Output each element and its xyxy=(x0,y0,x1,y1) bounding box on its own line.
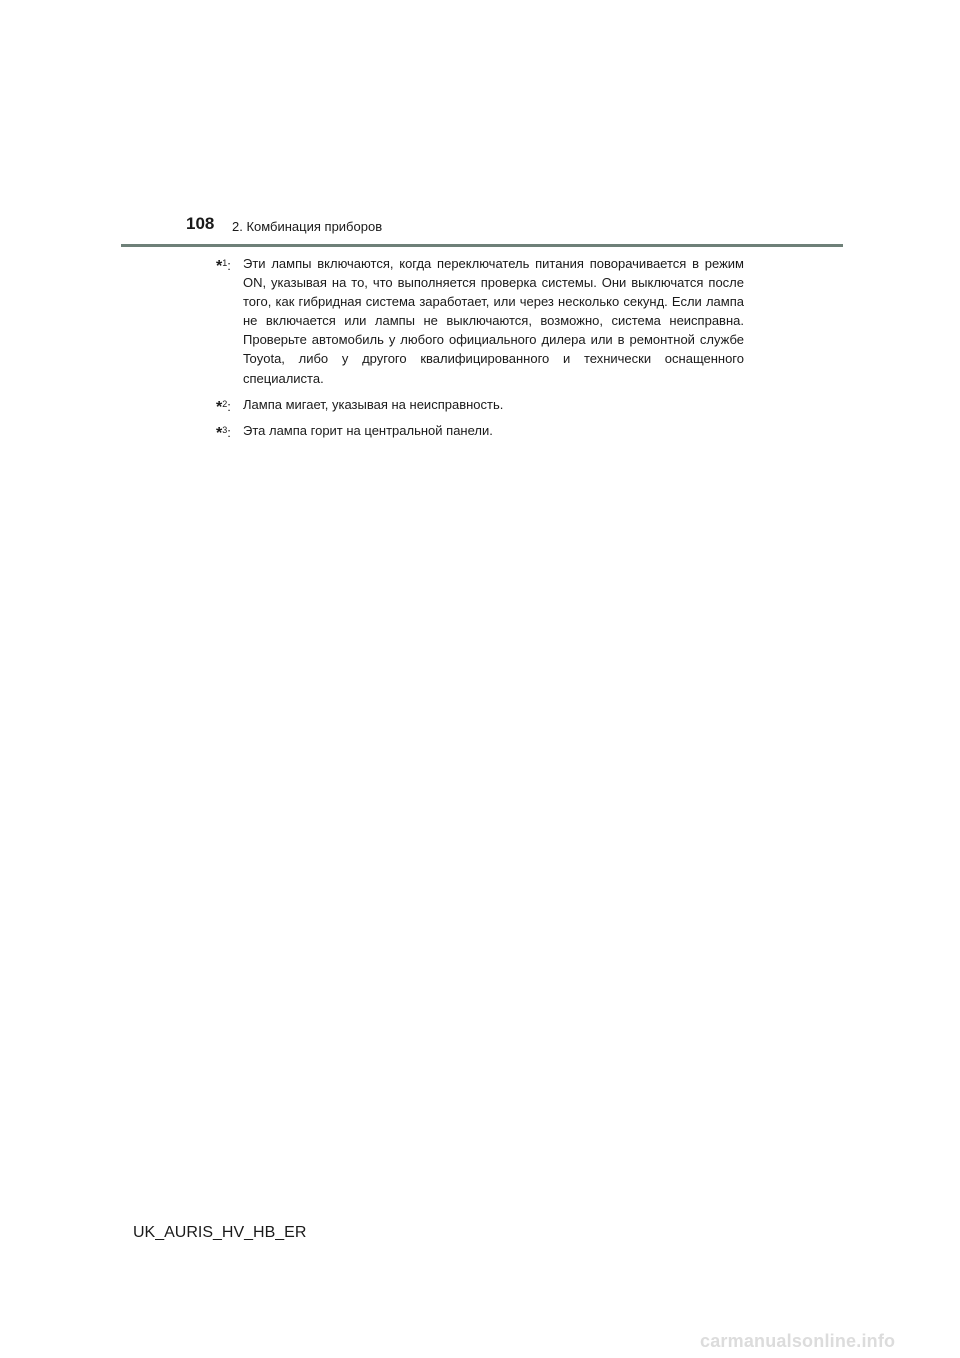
footnote-separator: : xyxy=(227,424,231,440)
footnote-1 xyxy=(216,254,744,388)
footnote-3 xyxy=(216,421,744,440)
footnote-number: 2 xyxy=(222,398,228,409)
footnote-marker xyxy=(216,421,231,443)
asterisk-mark: * xyxy=(216,398,223,416)
footnote-separator: : xyxy=(227,258,231,273)
footnote-marker xyxy=(216,254,231,276)
asterisk-mark: * xyxy=(216,258,223,275)
page-number: 108 xyxy=(186,214,215,233)
footnote-number: 1 xyxy=(222,258,228,268)
footnote-text: Эти лампы включаются, когда переключатель питания поворачивается в режим ON, указывая на то, что выполняется проверка системы. Они выключатся после того, как гибридная система заработает, или через несколько секунд. Если лампа не включается или лампы не выключаются, возможно, система неисправна. Проверьте автомобиль у любого официального дилера или в ремонтной службе Toyota, либо у другого квалифицированного и технически оснащенного специалиста. xyxy=(243,256,744,386)
footnote-text: Эта лампа горит на центральной панели. xyxy=(243,422,493,438)
asterisk-mark: * xyxy=(216,424,223,442)
footnotes xyxy=(216,254,744,440)
footnote-marker xyxy=(216,395,231,417)
footnote-text: Лампа мигает, указывая на неисправность. xyxy=(243,396,504,412)
footnote-separator: : xyxy=(227,398,231,414)
section-title: 2. Комбинация приборов xyxy=(232,219,383,234)
footnote-2 xyxy=(216,395,744,414)
footnote-number: 3 xyxy=(222,424,228,435)
document-id: UK_AURIS_HV_HB_ER xyxy=(133,1224,307,1241)
header-rule xyxy=(121,244,843,247)
watermark: carmanualsonline.info xyxy=(700,1331,896,1351)
